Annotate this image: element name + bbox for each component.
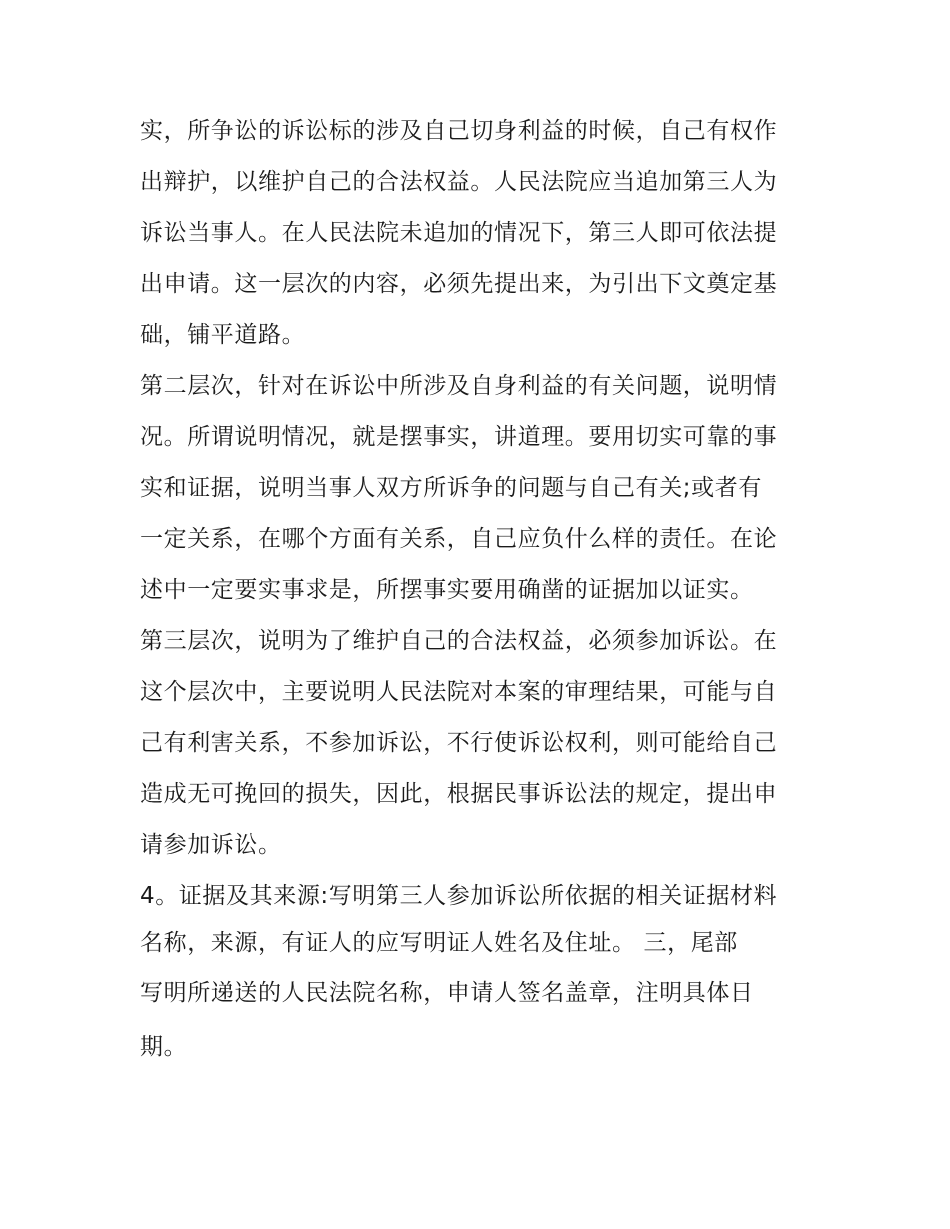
text-line: 第三层次，说明为了维护自己的合法权益，必须参加诉讼。在: [140, 628, 778, 654]
document-body: [140, 106, 840, 1073]
text-line: 第二层次，针对在诉讼中所涉及自身利益的有关问题，说明情: [140, 373, 778, 399]
text-line: 出申请。这一层次的内容，必须先提出来，为引出下文奠定基: [140, 271, 778, 297]
text-line: 这个层次中，主要说明人民法院对本案的审理结果，可能与自: [140, 679, 778, 705]
text-line: 名称，来源，有证人的应写明证人姓名及住址。 三，尾部: [140, 930, 738, 956]
text-line: 请参加诉讼。: [140, 832, 282, 858]
text-line: 造成无可挽回的损失，因此，根据民事诉讼法的规定，提出申: [140, 781, 778, 807]
text-line: 况。所谓说明情况，就是摆事实，讲道理。要用切实可靠的事: [140, 424, 778, 450]
text-line: 期。: [140, 1034, 188, 1060]
text-line: 写明所递送的人民法院名称，申请人签名盖章，注明具体日: [140, 980, 754, 1006]
text-line: 诉讼当事人。在人民法院未追加的情况下，第三人即可依法提: [140, 220, 778, 246]
text-line: 述中一定要实事求是，所摆事实要用确凿的证据加以证实。: [140, 577, 754, 603]
text-line: 实，所争讼的诉讼标的涉及自己切身利益的时候，自己有权作: [140, 118, 778, 144]
text-line: 己有利害关系，不参加诉讼，不行使诉讼权利，则可能给自己: [140, 730, 778, 756]
text-line: 实和证据，说明当事人双方所诉争的问题与自己有关;或者有: [140, 475, 762, 501]
text-line: 出辩护，以维护自己的合法权益。人民法院应当追加第三人为: [140, 169, 778, 195]
text-line: 础，铺平道路。: [140, 322, 306, 348]
text-line: 4。证据及其来源:写明第三人参加诉讼所依据的相关证据材料: [140, 883, 778, 909]
text-line: 一定关系，在哪个方面有关系，自己应负什么样的责任。在论: [140, 526, 778, 552]
